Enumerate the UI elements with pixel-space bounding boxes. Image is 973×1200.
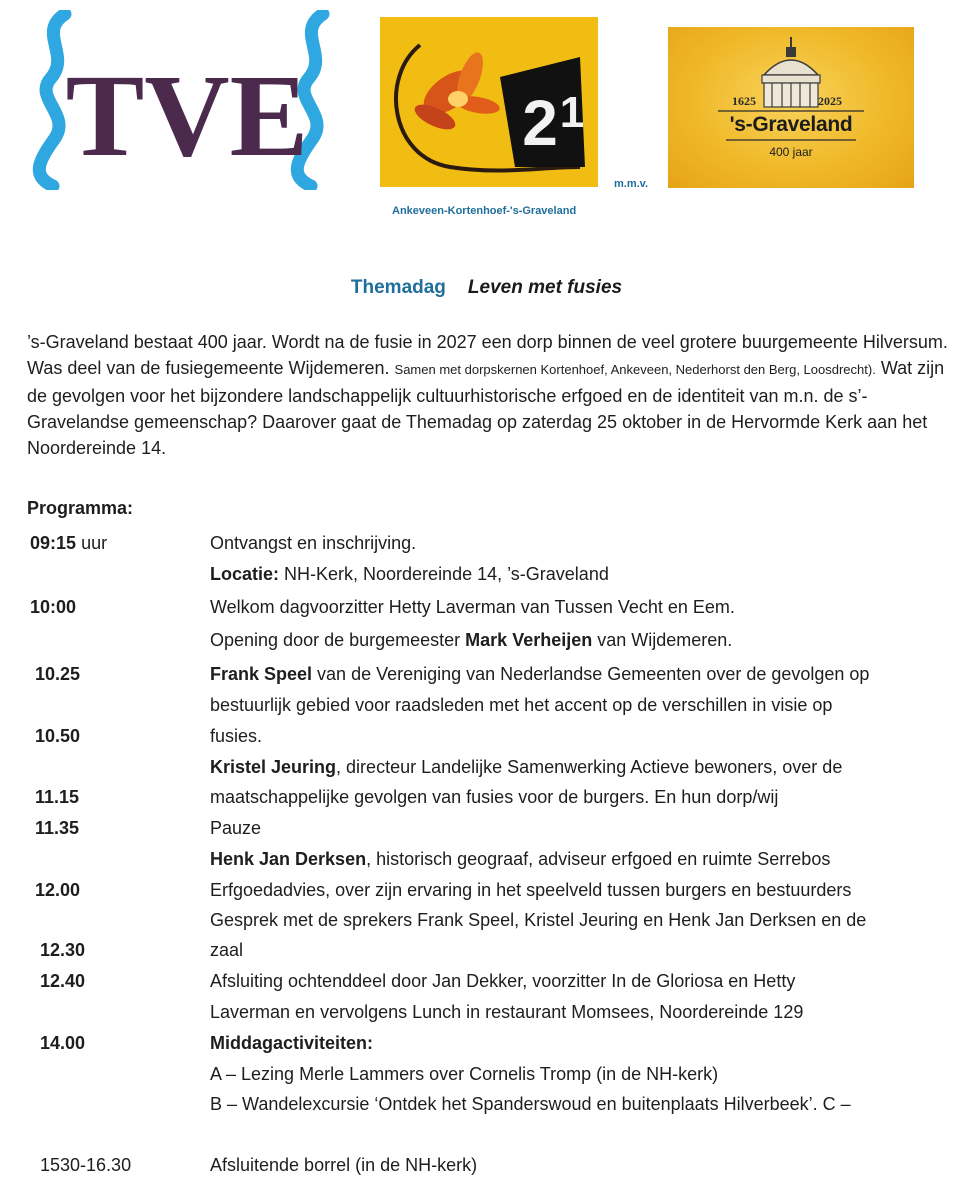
time-1230: 12.30: [40, 940, 86, 960]
graveland-year-start: 1625: [732, 94, 756, 108]
mmv-caption: m.m.v.: [614, 178, 649, 190]
prog-line-19: B – Wandelexcursie ‘Ontdek het Spanderswoud en buitenplaats Hilverbeek’. C –: [210, 1094, 851, 1114]
prog-line-9: maatschappelijke gevolgen van fusies voor de burgers. En hun dorp/wij: [210, 787, 779, 807]
domed-church-icon: [668, 27, 914, 188]
location-value: NH-Kerk, Noordereinde 14, ’s-Graveland: [279, 564, 609, 584]
prog-line-2: [210, 564, 609, 585]
prog-line-16: Laverman en vervolgens Lunch in restaurant Momsees, Noordereinde 129: [210, 1002, 804, 1022]
graveland-400-logo: [668, 27, 914, 188]
prog-line-8: [210, 757, 842, 778]
graveland-year-end: 2025: [818, 94, 842, 108]
prog-line-11-text: , historisch geograaf, adviseur erfgoed en ruimte Serrebos: [366, 849, 831, 869]
speaker-frank-speel: Frank Speel: [210, 664, 313, 684]
time-1115: 11.15: [35, 787, 80, 807]
tve-logo-graphic: [25, 10, 350, 190]
ankeveen-21-logo: [380, 17, 598, 187]
prog-line-4-b: van Wijdemeren.: [592, 630, 733, 650]
tve-logo: [25, 10, 350, 190]
prog-line-13: Gesprek met de sprekers Frank Speel, Kristel Jeuring en Henk Jan Derksen en de: [210, 910, 867, 930]
programme-heading: Programma:: [27, 498, 134, 518]
time-0915: [30, 533, 107, 554]
speaker-henk-jan-derksen: Henk Jan Derksen: [210, 849, 367, 869]
prog-line-8-text: , directeur Landelijke Samenwerking Actieve bewoners, over de: [336, 757, 843, 777]
time-1000: 10:00: [30, 597, 77, 617]
time-0915-value: 09:15: [30, 533, 77, 553]
prog-line-12: Erfgoedadvies, over zijn ervaring in het speelveld tussen burgers en bestuurders: [210, 880, 852, 900]
prog-line-11: [210, 849, 830, 870]
title-subtitle: Leven met fusies: [467, 277, 623, 298]
location-label: Locatie:: [210, 564, 280, 584]
time-1025: 10.25: [35, 664, 81, 684]
time-1200: 12.00: [35, 880, 81, 900]
prog-line-10: Pauze: [210, 818, 262, 838]
prog-line-7: fusies.: [210, 726, 263, 746]
graveland-name: 's-Graveland: [729, 113, 853, 136]
places-caption: Ankeveen-Kortenhoef-'s-Graveland: [392, 205, 577, 217]
svg-text:1: 1: [559, 88, 585, 137]
svg-text:2: 2: [522, 87, 558, 159]
prog-line-20: Afsluitende borrel (in de NH-kerk): [210, 1155, 478, 1175]
time-1135: 11.35: [35, 818, 80, 838]
time-1530: 1530-16.30: [40, 1155, 132, 1175]
prog-line-1: Ontvangst en inschrijving.: [210, 533, 417, 553]
speaker-mark-verheijen: Mark Verheijen: [465, 630, 593, 650]
intro-small-note: Samen met dorpskernen Kortenhoef, Ankeveen, Nederhorst den Berg, Loosdrecht).: [394, 362, 876, 377]
prog-line-6: bestuurlijk gebied voor raadsleden met het accent op de verschillen in visie op: [210, 695, 833, 715]
prog-line-15: Afsluiting ochtenddeel door Jan Dekker, voorzitter In de Gloriosa en Hetty: [210, 971, 796, 991]
prog-line-5-text: van de Vereniging van Nederlandse Gemeenten over de gevolgen op: [312, 664, 870, 684]
intro-paragraph: [27, 329, 952, 461]
time-unit: uur: [81, 533, 108, 553]
prog-line-17: [210, 1033, 373, 1054]
orchid-21-graphic: [380, 17, 598, 187]
afternoon-heading: Middagactiviteiten:: [210, 1033, 374, 1053]
prog-line-18: A – Lezing Merle Lammers over Cornelis Tromp (in de NH-kerk): [210, 1064, 719, 1084]
time-1050: 10.50: [35, 726, 81, 746]
speaker-kristel-jeuring: Kristel Jeuring: [210, 757, 337, 777]
prog-line-3: Welkom dagvoorzitter Hetty Laverman van Tussen Vecht en Eem.: [210, 597, 735, 617]
intro-part1: ’s-Graveland bestaat 400 jaar. Wordt na de fusie in 2027 een dorp binnen de veel grotere buurgemeente Hilversum. Was deel van de fusiegemeente Wijdemeren.: [27, 332, 948, 378]
prog-line-4-a: Opening door de burgemeester: [210, 630, 466, 650]
graveland-anniversary: 400 jaar: [769, 145, 813, 159]
page-title: [0, 277, 973, 299]
prog-line-14: zaal: [210, 940, 244, 960]
title-theme: Themadag: [350, 277, 446, 298]
svg-text:TVE: TVE: [65, 50, 309, 181]
time-1240: 12.40: [40, 971, 86, 991]
prog-line-4: [210, 630, 732, 651]
prog-line-5: [210, 664, 869, 685]
time-1400: 14.00: [40, 1033, 86, 1053]
intro-part2: Wat zijn de gevolgen voor het bijzondere landschappelijk cultuurhistorische erfgoed en de identiteit van m.n. de s’-Gravelandse gemeenschap? Daarover gaat de Themadag op zaterdag 25 oktober in de Hervormde Kerk aan het Noordereinde 14.: [27, 358, 945, 458]
